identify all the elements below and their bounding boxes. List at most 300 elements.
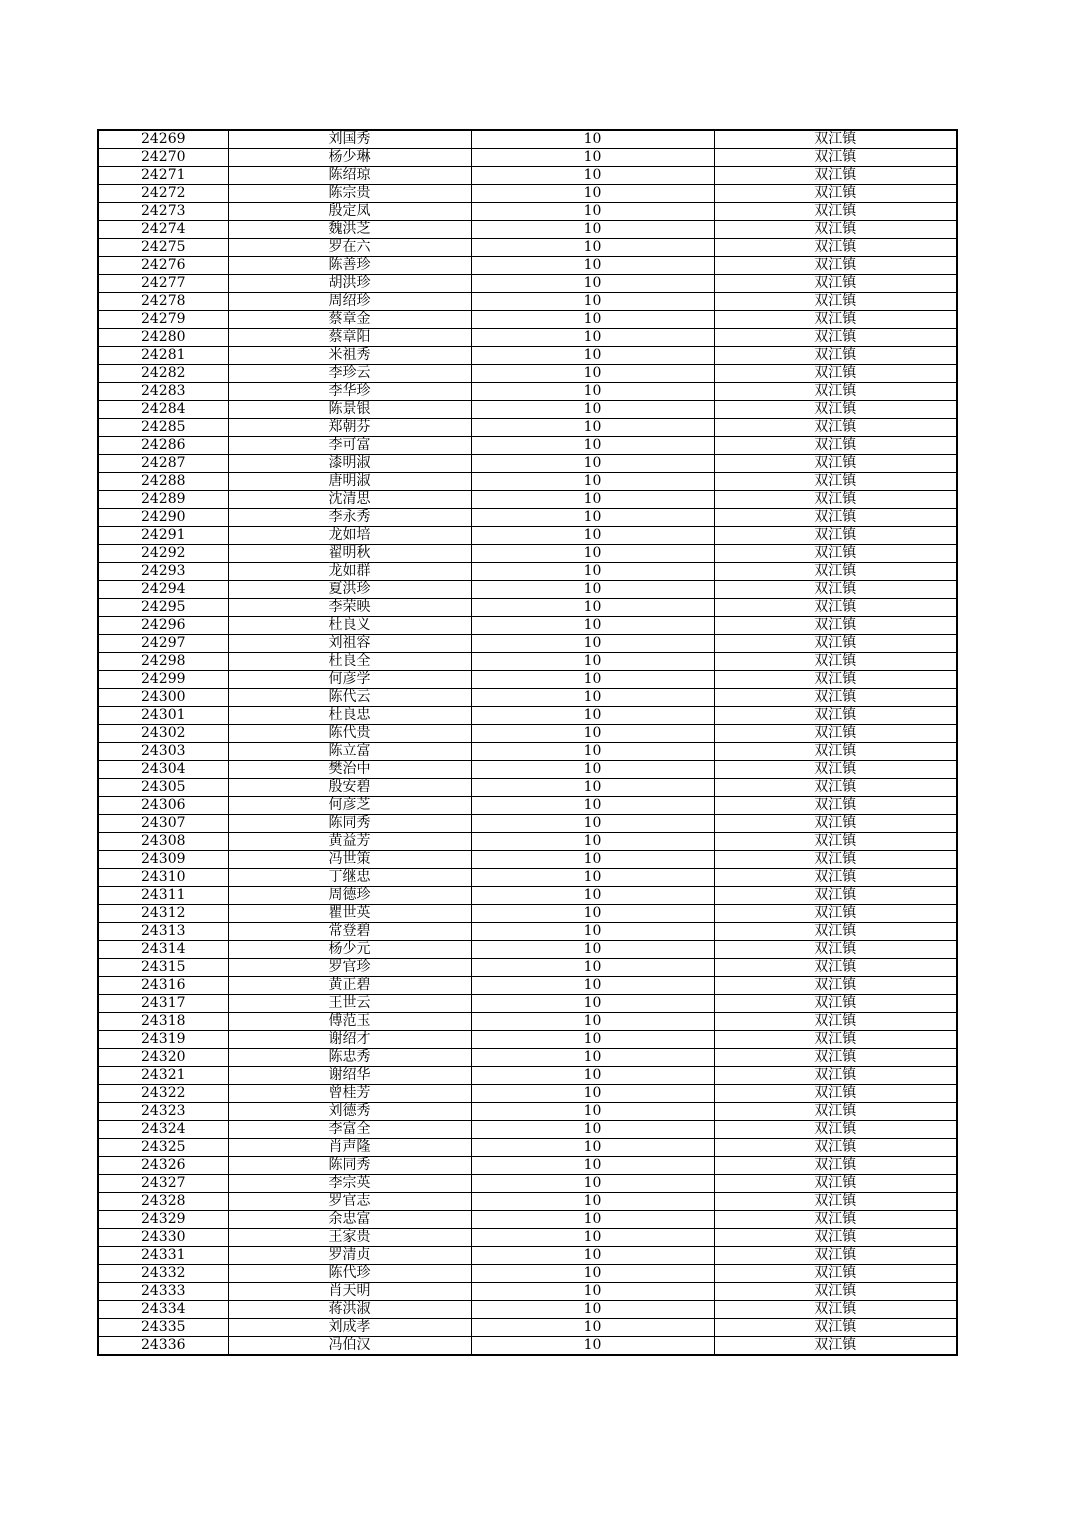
table-row — [98, 1301, 957, 1319]
row-amount-cell: 10 — [471, 1049, 714, 1067]
row-name-cell: 杜良全 — [228, 653, 471, 671]
row-id-cell: 24307 — [98, 815, 228, 833]
row-town-cell: 双江镇 — [714, 239, 957, 257]
row-name-cell: 常登碧 — [228, 923, 471, 941]
row-name-cell: 丁继忠 — [228, 869, 471, 887]
row-id-cell: 24296 — [98, 617, 228, 635]
row-name-cell: 李可富 — [228, 437, 471, 455]
row-town-cell: 双江镇 — [714, 130, 957, 149]
row-name-cell: 殷定凤 — [228, 203, 471, 221]
row-amount-cell: 10 — [471, 239, 714, 257]
table-row — [98, 725, 957, 743]
table-row — [98, 1031, 957, 1049]
table-row — [98, 491, 957, 509]
row-amount-cell: 10 — [471, 707, 714, 725]
table-row — [98, 815, 957, 833]
table-row — [98, 869, 957, 887]
row-name-cell: 陈同秀 — [228, 815, 471, 833]
table-row — [98, 617, 957, 635]
row-town-cell: 双江镇 — [714, 545, 957, 563]
row-town-cell: 双江镇 — [714, 635, 957, 653]
row-amount-cell: 10 — [471, 653, 714, 671]
row-town-cell: 双江镇 — [714, 797, 957, 815]
table-row — [98, 1175, 957, 1193]
table-row — [98, 1337, 957, 1356]
row-town-cell: 双江镇 — [714, 707, 957, 725]
row-name-cell: 李富全 — [228, 1121, 471, 1139]
row-id-cell: 24276 — [98, 257, 228, 275]
row-amount-cell: 10 — [471, 130, 714, 149]
row-town-cell: 双江镇 — [714, 329, 957, 347]
table-row — [98, 635, 957, 653]
row-id-cell: 24279 — [98, 311, 228, 329]
row-name-cell: 魏洪芝 — [228, 221, 471, 239]
table-row — [98, 419, 957, 437]
row-id-cell: 24305 — [98, 779, 228, 797]
row-amount-cell: 10 — [471, 887, 714, 905]
row-id-cell: 24284 — [98, 401, 228, 419]
row-id-cell: 24287 — [98, 455, 228, 473]
row-town-cell: 双江镇 — [714, 509, 957, 527]
row-id-cell: 24292 — [98, 545, 228, 563]
row-town-cell: 双江镇 — [714, 671, 957, 689]
row-town-cell: 双江镇 — [714, 347, 957, 365]
row-name-cell: 龙如群 — [228, 563, 471, 581]
row-id-cell: 24294 — [98, 581, 228, 599]
row-town-cell: 双江镇 — [714, 653, 957, 671]
row-amount-cell: 10 — [471, 1319, 714, 1337]
row-name-cell: 殷安碧 — [228, 779, 471, 797]
table-row — [98, 1067, 957, 1085]
table-row — [98, 581, 957, 599]
row-name-cell: 罗清贞 — [228, 1247, 471, 1265]
roster-table — [97, 129, 958, 1356]
row-name-cell: 王家贵 — [228, 1229, 471, 1247]
row-name-cell: 蒋洪淑 — [228, 1301, 471, 1319]
row-id-cell: 24293 — [98, 563, 228, 581]
table-row — [98, 455, 957, 473]
row-id-cell: 24271 — [98, 167, 228, 185]
row-amount-cell: 10 — [471, 527, 714, 545]
row-name-cell: 黄正碧 — [228, 977, 471, 995]
row-town-cell: 双江镇 — [714, 779, 957, 797]
row-town-cell: 双江镇 — [714, 1103, 957, 1121]
row-id-cell: 24312 — [98, 905, 228, 923]
row-amount-cell: 10 — [471, 329, 714, 347]
row-id-cell: 24313 — [98, 923, 228, 941]
row-town-cell: 双江镇 — [714, 1229, 957, 1247]
row-name-cell: 唐明淑 — [228, 473, 471, 491]
row-amount-cell: 10 — [471, 1067, 714, 1085]
row-id-cell: 24317 — [98, 995, 228, 1013]
row-amount-cell: 10 — [471, 599, 714, 617]
row-name-cell: 杨少元 — [228, 941, 471, 959]
table-row — [98, 707, 957, 725]
row-amount-cell: 10 — [471, 851, 714, 869]
row-amount-cell: 10 — [471, 455, 714, 473]
row-id-cell: 24332 — [98, 1265, 228, 1283]
table-row — [98, 185, 957, 203]
row-town-cell: 双江镇 — [714, 599, 957, 617]
row-town-cell: 双江镇 — [714, 1193, 957, 1211]
table-row — [98, 995, 957, 1013]
row-name-cell: 罗在六 — [228, 239, 471, 257]
row-town-cell: 双江镇 — [714, 941, 957, 959]
row-name-cell: 刘祖容 — [228, 635, 471, 653]
row-id-cell: 24330 — [98, 1229, 228, 1247]
row-amount-cell: 10 — [471, 581, 714, 599]
row-name-cell: 蔡章金 — [228, 311, 471, 329]
row-id-cell: 24285 — [98, 419, 228, 437]
row-name-cell: 李永秀 — [228, 509, 471, 527]
row-town-cell: 双江镇 — [714, 1031, 957, 1049]
row-amount-cell: 10 — [471, 635, 714, 653]
row-id-cell: 24311 — [98, 887, 228, 905]
row-town-cell: 双江镇 — [714, 1337, 957, 1356]
row-amount-cell: 10 — [471, 1301, 714, 1319]
row-amount-cell: 10 — [471, 1121, 714, 1139]
row-name-cell: 陈代珍 — [228, 1265, 471, 1283]
table-row — [98, 851, 957, 869]
table-row — [98, 941, 957, 959]
row-name-cell: 陈善珍 — [228, 257, 471, 275]
row-name-cell: 胡洪珍 — [228, 275, 471, 293]
row-name-cell: 夏洪珍 — [228, 581, 471, 599]
row-town-cell: 双江镇 — [714, 203, 957, 221]
table-row — [98, 275, 957, 293]
table-row — [98, 149, 957, 167]
row-id-cell: 24277 — [98, 275, 228, 293]
table-row — [98, 1013, 957, 1031]
row-town-cell: 双江镇 — [714, 149, 957, 167]
row-amount-cell: 10 — [471, 797, 714, 815]
row-amount-cell: 10 — [471, 221, 714, 239]
row-town-cell: 双江镇 — [714, 761, 957, 779]
row-town-cell: 双江镇 — [714, 887, 957, 905]
row-town-cell: 双江镇 — [714, 365, 957, 383]
row-amount-cell: 10 — [471, 833, 714, 851]
row-amount-cell: 10 — [471, 1175, 714, 1193]
row-name-cell: 何彦芝 — [228, 797, 471, 815]
row-amount-cell: 10 — [471, 905, 714, 923]
row-town-cell: 双江镇 — [714, 905, 957, 923]
row-id-cell: 24316 — [98, 977, 228, 995]
row-name-cell: 罗官珍 — [228, 959, 471, 977]
row-id-cell: 24301 — [98, 707, 228, 725]
row-id-cell: 24306 — [98, 797, 228, 815]
row-id-cell: 24291 — [98, 527, 228, 545]
row-name-cell: 何彦学 — [228, 671, 471, 689]
row-name-cell: 翟明秋 — [228, 545, 471, 563]
table-row — [98, 833, 957, 851]
row-id-cell: 24327 — [98, 1175, 228, 1193]
row-id-cell: 24290 — [98, 509, 228, 527]
row-name-cell: 李华珍 — [228, 383, 471, 401]
row-amount-cell: 10 — [471, 1031, 714, 1049]
table-row — [98, 347, 957, 365]
row-id-cell: 24299 — [98, 671, 228, 689]
row-amount-cell: 10 — [471, 1229, 714, 1247]
row-town-cell: 双江镇 — [714, 1283, 957, 1301]
row-town-cell: 双江镇 — [714, 869, 957, 887]
row-id-cell: 24321 — [98, 1067, 228, 1085]
row-name-cell: 傅范玉 — [228, 1013, 471, 1031]
row-town-cell: 双江镇 — [714, 1319, 957, 1337]
row-name-cell: 谢绍才 — [228, 1031, 471, 1049]
table-row — [98, 1085, 957, 1103]
row-id-cell: 24304 — [98, 761, 228, 779]
row-id-cell: 24283 — [98, 383, 228, 401]
table-row — [98, 1319, 957, 1337]
row-id-cell: 24295 — [98, 599, 228, 617]
row-amount-cell: 10 — [471, 1247, 714, 1265]
row-amount-cell: 10 — [471, 311, 714, 329]
row-id-cell: 24280 — [98, 329, 228, 347]
table-row — [98, 743, 957, 761]
row-amount-cell: 10 — [471, 491, 714, 509]
row-id-cell: 24319 — [98, 1031, 228, 1049]
table-row — [98, 473, 957, 491]
row-id-cell: 24282 — [98, 365, 228, 383]
row-amount-cell: 10 — [471, 779, 714, 797]
table-row — [98, 1283, 957, 1301]
row-amount-cell: 10 — [471, 617, 714, 635]
row-amount-cell: 10 — [471, 437, 714, 455]
row-amount-cell: 10 — [471, 473, 714, 491]
row-name-cell: 刘成孝 — [228, 1319, 471, 1337]
row-name-cell: 瞿世英 — [228, 905, 471, 923]
row-town-cell: 双江镇 — [714, 419, 957, 437]
row-amount-cell: 10 — [471, 1211, 714, 1229]
row-name-cell: 杜良忠 — [228, 707, 471, 725]
row-town-cell: 双江镇 — [714, 473, 957, 491]
row-id-cell: 24308 — [98, 833, 228, 851]
row-name-cell: 陈绍琼 — [228, 167, 471, 185]
table-row — [98, 1139, 957, 1157]
row-amount-cell: 10 — [471, 1139, 714, 1157]
row-name-cell: 余忠富 — [228, 1211, 471, 1229]
row-amount-cell: 10 — [471, 689, 714, 707]
row-id-cell: 24302 — [98, 725, 228, 743]
row-town-cell: 双江镇 — [714, 275, 957, 293]
table-row — [98, 1265, 957, 1283]
row-id-cell: 24303 — [98, 743, 228, 761]
row-name-cell: 沈清思 — [228, 491, 471, 509]
row-id-cell: 24315 — [98, 959, 228, 977]
table-row — [98, 383, 957, 401]
table-row — [98, 1049, 957, 1067]
row-town-cell: 双江镇 — [714, 1175, 957, 1193]
row-town-cell: 双江镇 — [714, 1211, 957, 1229]
row-amount-cell: 10 — [471, 1265, 714, 1283]
row-name-cell: 黄益芳 — [228, 833, 471, 851]
row-town-cell: 双江镇 — [714, 995, 957, 1013]
row-name-cell: 刘德秀 — [228, 1103, 471, 1121]
row-amount-cell: 10 — [471, 941, 714, 959]
table-row — [98, 293, 957, 311]
row-name-cell: 冯世策 — [228, 851, 471, 869]
row-id-cell: 24274 — [98, 221, 228, 239]
table-row — [98, 905, 957, 923]
row-amount-cell: 10 — [471, 743, 714, 761]
roster-table-body — [98, 130, 957, 1355]
row-town-cell: 双江镇 — [714, 221, 957, 239]
table-row — [98, 923, 957, 941]
row-town-cell: 双江镇 — [714, 563, 957, 581]
row-id-cell: 24320 — [98, 1049, 228, 1067]
row-name-cell: 冯伯汉 — [228, 1337, 471, 1356]
row-id-cell: 24298 — [98, 653, 228, 671]
row-town-cell: 双江镇 — [714, 815, 957, 833]
row-town-cell: 双江镇 — [714, 1067, 957, 1085]
row-id-cell: 24333 — [98, 1283, 228, 1301]
row-town-cell: 双江镇 — [714, 257, 957, 275]
row-id-cell: 24286 — [98, 437, 228, 455]
row-id-cell: 24297 — [98, 635, 228, 653]
row-amount-cell: 10 — [471, 563, 714, 581]
row-amount-cell: 10 — [471, 923, 714, 941]
row-amount-cell: 10 — [471, 815, 714, 833]
row-town-cell: 双江镇 — [714, 581, 957, 599]
row-name-cell: 王世云 — [228, 995, 471, 1013]
row-town-cell: 双江镇 — [714, 437, 957, 455]
row-amount-cell: 10 — [471, 1013, 714, 1031]
row-id-cell: 24272 — [98, 185, 228, 203]
row-id-cell: 24326 — [98, 1157, 228, 1175]
row-town-cell: 双江镇 — [714, 185, 957, 203]
row-amount-cell: 10 — [471, 1157, 714, 1175]
row-name-cell: 漆明淑 — [228, 455, 471, 473]
row-id-cell: 24269 — [98, 130, 228, 149]
row-amount-cell: 10 — [471, 257, 714, 275]
row-town-cell: 双江镇 — [714, 923, 957, 941]
row-amount-cell: 10 — [471, 761, 714, 779]
row-amount-cell: 10 — [471, 419, 714, 437]
row-id-cell: 24309 — [98, 851, 228, 869]
row-amount-cell: 10 — [471, 383, 714, 401]
row-amount-cell: 10 — [471, 1085, 714, 1103]
row-id-cell: 24278 — [98, 293, 228, 311]
table-row — [98, 689, 957, 707]
row-id-cell: 24314 — [98, 941, 228, 959]
table-row — [98, 1193, 957, 1211]
row-name-cell: 罗官志 — [228, 1193, 471, 1211]
row-name-cell: 曾桂芳 — [228, 1085, 471, 1103]
row-name-cell: 肖声隆 — [228, 1139, 471, 1157]
row-id-cell: 24334 — [98, 1301, 228, 1319]
table-row — [98, 1247, 957, 1265]
table-row — [98, 671, 957, 689]
row-id-cell: 24335 — [98, 1319, 228, 1337]
table-row — [98, 887, 957, 905]
row-amount-cell: 10 — [471, 725, 714, 743]
row-town-cell: 双江镇 — [714, 1301, 957, 1319]
row-amount-cell: 10 — [471, 509, 714, 527]
table-row — [98, 563, 957, 581]
table-row — [98, 437, 957, 455]
row-name-cell: 杨少琳 — [228, 149, 471, 167]
row-name-cell: 米祖秀 — [228, 347, 471, 365]
row-id-cell: 24270 — [98, 149, 228, 167]
row-id-cell: 24273 — [98, 203, 228, 221]
row-id-cell: 24275 — [98, 239, 228, 257]
row-id-cell: 24281 — [98, 347, 228, 365]
table-row — [98, 239, 957, 257]
row-name-cell: 李荣映 — [228, 599, 471, 617]
row-amount-cell: 10 — [471, 1283, 714, 1301]
table-row — [98, 203, 957, 221]
table-row — [98, 257, 957, 275]
row-name-cell: 郑朝芬 — [228, 419, 471, 437]
row-name-cell: 陈宗贵 — [228, 185, 471, 203]
row-name-cell: 杜良义 — [228, 617, 471, 635]
row-id-cell: 24310 — [98, 869, 228, 887]
row-name-cell: 周德珍 — [228, 887, 471, 905]
table-row — [98, 311, 957, 329]
table-row — [98, 797, 957, 815]
row-name-cell: 蔡章阳 — [228, 329, 471, 347]
table-row — [98, 1229, 957, 1247]
row-town-cell: 双江镇 — [714, 311, 957, 329]
table-row — [98, 1211, 957, 1229]
row-id-cell: 24336 — [98, 1337, 228, 1356]
row-town-cell: 双江镇 — [714, 617, 957, 635]
row-amount-cell: 10 — [471, 365, 714, 383]
table-row — [98, 329, 957, 347]
table-row — [98, 401, 957, 419]
row-amount-cell: 10 — [471, 959, 714, 977]
row-amount-cell: 10 — [471, 1337, 714, 1356]
row-amount-cell: 10 — [471, 275, 714, 293]
row-name-cell: 李珍云 — [228, 365, 471, 383]
row-id-cell: 24318 — [98, 1013, 228, 1031]
row-name-cell: 樊治中 — [228, 761, 471, 779]
row-town-cell: 双江镇 — [714, 167, 957, 185]
row-id-cell: 24324 — [98, 1121, 228, 1139]
row-town-cell: 双江镇 — [714, 293, 957, 311]
row-town-cell: 双江镇 — [714, 527, 957, 545]
row-name-cell: 陈同秀 — [228, 1157, 471, 1175]
row-name-cell: 陈立富 — [228, 743, 471, 761]
row-town-cell: 双江镇 — [714, 383, 957, 401]
row-amount-cell: 10 — [471, 293, 714, 311]
row-name-cell: 周绍珍 — [228, 293, 471, 311]
row-town-cell: 双江镇 — [714, 491, 957, 509]
row-id-cell: 24331 — [98, 1247, 228, 1265]
row-name-cell: 陈代贵 — [228, 725, 471, 743]
row-amount-cell: 10 — [471, 1193, 714, 1211]
table-row — [98, 130, 957, 149]
row-id-cell: 24328 — [98, 1193, 228, 1211]
table-row — [98, 1103, 957, 1121]
row-name-cell: 肖天明 — [228, 1283, 471, 1301]
row-amount-cell: 10 — [471, 203, 714, 221]
row-amount-cell: 10 — [471, 347, 714, 365]
table-row — [98, 167, 957, 185]
row-name-cell: 李宗英 — [228, 1175, 471, 1193]
row-amount-cell: 10 — [471, 401, 714, 419]
table-row — [98, 545, 957, 563]
table-row — [98, 959, 957, 977]
table-row — [98, 1157, 957, 1175]
row-name-cell: 谢绍华 — [228, 1067, 471, 1085]
row-amount-cell: 10 — [471, 671, 714, 689]
table-row — [98, 977, 957, 995]
table-row — [98, 365, 957, 383]
row-id-cell: 24322 — [98, 1085, 228, 1103]
table-row — [98, 1121, 957, 1139]
table-row — [98, 509, 957, 527]
